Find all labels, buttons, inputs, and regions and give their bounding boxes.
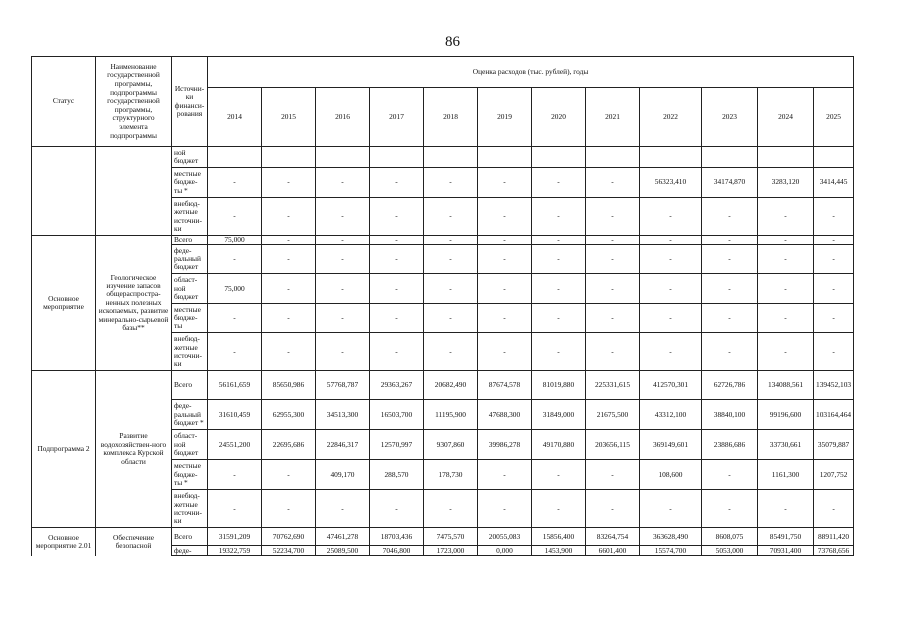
value-cell: 87674,578: [478, 371, 532, 400]
value-cell: -: [814, 198, 854, 236]
value-cell: -: [702, 198, 758, 236]
value-cell: -: [316, 304, 370, 333]
value-cell: -: [424, 490, 478, 528]
value-cell: 47461,278: [316, 528, 370, 546]
value-cell: 18703,436: [370, 528, 424, 546]
value-cell: [532, 147, 586, 168]
value-cell: -: [424, 274, 478, 304]
value-cell: 39986,278: [478, 430, 532, 460]
value-cell: 52234,700: [262, 546, 316, 556]
value-cell: -: [702, 333, 758, 371]
value-cell: 1207,752: [814, 460, 854, 490]
value-cell: 57768,787: [316, 371, 370, 400]
table-row: [32, 371, 854, 400]
value-cell: -: [262, 274, 316, 304]
year-header: 2023: [702, 88, 758, 147]
value-cell: -: [758, 245, 814, 274]
value-cell: -: [640, 333, 702, 371]
source-cell: Всего: [172, 236, 208, 245]
value-cell: -: [370, 168, 424, 198]
value-cell: 38840,100: [702, 400, 758, 430]
value-cell: 369149,601: [640, 430, 702, 460]
value-cell: 8608,075: [702, 528, 758, 546]
value-cell: -: [586, 274, 640, 304]
year-header: 2018: [424, 88, 478, 147]
value-cell: -: [424, 245, 478, 274]
value-cell: 21675,500: [586, 400, 640, 430]
value-cell: 363628,490: [640, 528, 702, 546]
value-cell: -: [640, 490, 702, 528]
value-cell: -: [262, 333, 316, 371]
value-cell: 75,000: [208, 274, 262, 304]
value-cell: -: [814, 333, 854, 371]
value-cell: -: [478, 460, 532, 490]
year-header: 2017: [370, 88, 424, 147]
name-cell: Геологическое изучение запасов общераспростра-ненных полезных ископаемых, развитие минерально-сырьевой базы**: [96, 236, 172, 371]
source-cell: област-ной бюджет: [172, 430, 208, 460]
value-cell: 70931,400: [758, 546, 814, 556]
value-cell: 33730,661: [758, 430, 814, 460]
value-cell: -: [532, 236, 586, 245]
value-cell: 1161,300: [758, 460, 814, 490]
source-cell: феде-ральный бюджет: [172, 245, 208, 274]
value-cell: -: [478, 168, 532, 198]
year-header: 2025: [814, 88, 854, 147]
value-cell: -: [478, 304, 532, 333]
value-cell: 31610,459: [208, 400, 262, 430]
year-header: 2024: [758, 88, 814, 147]
source-cell: Всего: [172, 528, 208, 546]
value-cell: -: [262, 236, 316, 245]
value-cell: -: [370, 333, 424, 371]
value-cell: -: [262, 198, 316, 236]
value-cell: 56323,410: [640, 168, 702, 198]
value-cell: 15574,700: [640, 546, 702, 556]
value-cell: -: [702, 236, 758, 245]
value-cell: -: [208, 490, 262, 528]
value-cell: 85650,986: [262, 371, 316, 400]
value-cell: 22695,686: [262, 430, 316, 460]
value-cell: -: [640, 236, 702, 245]
value-cell: -: [758, 236, 814, 245]
value-cell: -: [640, 245, 702, 274]
value-cell: -: [532, 274, 586, 304]
value-cell: -: [316, 490, 370, 528]
value-cell: 20682,490: [424, 371, 478, 400]
value-cell: -: [370, 198, 424, 236]
source-cell: местные бюдже-ты *: [172, 460, 208, 490]
value-cell: 0,000: [478, 546, 532, 556]
value-cell: -: [586, 198, 640, 236]
source-cell: област-ной бюджет: [172, 274, 208, 304]
value-cell: -: [532, 304, 586, 333]
source-cell: ной бюджет: [172, 147, 208, 168]
value-cell: -: [640, 198, 702, 236]
value-cell: -: [208, 304, 262, 333]
value-cell: -: [702, 245, 758, 274]
value-cell: -: [702, 490, 758, 528]
value-cell: -: [478, 245, 532, 274]
value-cell: -: [316, 274, 370, 304]
value-cell: -: [702, 274, 758, 304]
value-cell: [208, 147, 262, 168]
value-cell: -: [586, 304, 640, 333]
value-cell: 49170,880: [532, 430, 586, 460]
value-cell: -: [532, 490, 586, 528]
value-cell: 43312,100: [640, 400, 702, 430]
value-cell: -: [424, 304, 478, 333]
source-cell: внебюд-жетные источни-ки: [172, 490, 208, 528]
value-cell: -: [702, 460, 758, 490]
value-cell: [702, 147, 758, 168]
value-cell: 203656,115: [586, 430, 640, 460]
value-cell: 12570,997: [370, 430, 424, 460]
table-row: [32, 236, 854, 245]
source-cell: внебюд-жетные источни-ки: [172, 198, 208, 236]
value-cell: 56161,659: [208, 371, 262, 400]
value-cell: -: [640, 304, 702, 333]
year-header: 2020: [532, 88, 586, 147]
value-cell: -: [586, 490, 640, 528]
value-cell: 288,570: [370, 460, 424, 490]
value-cell: -: [262, 245, 316, 274]
value-cell: 22846,317: [316, 430, 370, 460]
year-header: 2021: [586, 88, 640, 147]
value-cell: [262, 147, 316, 168]
source-cell: местные бюдже-ты: [172, 304, 208, 333]
name-cell: Развитие водохозяйствен-ного комплекса Курской области: [96, 371, 172, 528]
year-header: 2022: [640, 88, 702, 147]
value-cell: [370, 147, 424, 168]
year-header: 2016: [316, 88, 370, 147]
value-cell: 83264,754: [586, 528, 640, 546]
value-cell: -: [586, 333, 640, 371]
value-cell: 34174,870: [702, 168, 758, 198]
value-cell: -: [814, 490, 854, 528]
value-cell: -: [424, 236, 478, 245]
value-cell: [478, 147, 532, 168]
value-cell: 5053,000: [702, 546, 758, 556]
value-cell: -: [316, 333, 370, 371]
value-cell: -: [814, 236, 854, 245]
budget-table: [31, 56, 854, 556]
value-cell: 225331,615: [586, 371, 640, 400]
header-status: Статус: [32, 57, 96, 147]
value-cell: 75,000: [208, 236, 262, 245]
value-cell: 134088,561: [758, 371, 814, 400]
value-cell: -: [478, 333, 532, 371]
value-cell: -: [532, 333, 586, 371]
value-cell: 25089,500: [316, 546, 370, 556]
value-cell: -: [758, 333, 814, 371]
value-cell: 99196,600: [758, 400, 814, 430]
value-cell: -: [532, 198, 586, 236]
value-cell: -: [478, 236, 532, 245]
value-cell: -: [208, 333, 262, 371]
value-cell: 412570,301: [640, 371, 702, 400]
value-cell: 70762,690: [262, 528, 316, 546]
value-cell: -: [758, 274, 814, 304]
value-cell: 19322,759: [208, 546, 262, 556]
value-cell: 15856,400: [532, 528, 586, 546]
year-header: 2015: [262, 88, 316, 147]
value-cell: -: [586, 236, 640, 245]
value-cell: -: [316, 168, 370, 198]
value-cell: -: [478, 198, 532, 236]
value-cell: -: [208, 198, 262, 236]
value-cell: -: [532, 245, 586, 274]
value-cell: -: [586, 460, 640, 490]
value-cell: -: [316, 236, 370, 245]
value-cell: -: [758, 490, 814, 528]
value-cell: 9307,860: [424, 430, 478, 460]
value-cell: 7475,570: [424, 528, 478, 546]
value-cell: -: [758, 304, 814, 333]
value-cell: 7046,800: [370, 546, 424, 556]
value-cell: -: [814, 274, 854, 304]
value-cell: -: [316, 245, 370, 274]
value-cell: -: [370, 490, 424, 528]
value-cell: [814, 147, 854, 168]
source-cell: внебюд-жетные источни-ки: [172, 333, 208, 371]
value-cell: 16503,700: [370, 400, 424, 430]
value-cell: 23886,686: [702, 430, 758, 460]
value-cell: 31591,209: [208, 528, 262, 546]
value-cell: 6601,400: [586, 546, 640, 556]
value-cell: -: [702, 304, 758, 333]
value-cell: 11195,900: [424, 400, 478, 430]
value-cell: -: [424, 333, 478, 371]
value-cell: -: [586, 168, 640, 198]
header-name: Наименование государственной программы, подпрограммы государственной программы, структурного элемента подпрограммы: [96, 57, 172, 147]
table-row: [32, 528, 854, 546]
value-cell: [424, 147, 478, 168]
value-cell: 29363,267: [370, 371, 424, 400]
value-cell: 3283,120: [758, 168, 814, 198]
year-header: 2019: [478, 88, 532, 147]
status-cell: Основное мероприятие: [32, 236, 96, 371]
value-cell: 409,170: [316, 460, 370, 490]
value-cell: -: [586, 245, 640, 274]
value-cell: -: [370, 304, 424, 333]
page-number: 86: [445, 34, 460, 50]
value-cell: -: [814, 304, 854, 333]
value-cell: -: [532, 460, 586, 490]
name-cell: [96, 147, 172, 236]
value-cell: 139452,103: [814, 371, 854, 400]
value-cell: 3414,445: [814, 168, 854, 198]
table-row: [32, 147, 854, 168]
value-cell: 47688,300: [478, 400, 532, 430]
value-cell: 1723,000: [424, 546, 478, 556]
value-cell: -: [532, 168, 586, 198]
value-cell: 85491,750: [758, 528, 814, 546]
value-cell: -: [478, 490, 532, 528]
status-cell: [32, 147, 96, 236]
value-cell: -: [262, 168, 316, 198]
value-cell: -: [262, 490, 316, 528]
value-cell: -: [424, 168, 478, 198]
status-cell: Подпрограмма 2: [32, 371, 96, 528]
value-cell: 35079,887: [814, 430, 854, 460]
source-cell: феде-ральный бюджет *: [172, 400, 208, 430]
value-cell: 178,730: [424, 460, 478, 490]
value-cell: 103164,464: [814, 400, 854, 430]
value-cell: -: [370, 236, 424, 245]
value-cell: -: [208, 168, 262, 198]
value-cell: 31849,000: [532, 400, 586, 430]
value-cell: -: [640, 274, 702, 304]
source-cell: местные бюдже-ты *: [172, 168, 208, 198]
value-cell: [316, 147, 370, 168]
value-cell: [758, 147, 814, 168]
value-cell: -: [262, 460, 316, 490]
header-source: Источни-ки финанси-рования: [172, 57, 208, 147]
value-cell: 62726,786: [702, 371, 758, 400]
value-cell: -: [758, 198, 814, 236]
value-cell: 108,600: [640, 460, 702, 490]
value-cell: 62955,300: [262, 400, 316, 430]
value-cell: [640, 147, 702, 168]
value-cell: [586, 147, 640, 168]
value-cell: -: [316, 198, 370, 236]
value-cell: 34513,300: [316, 400, 370, 430]
source-cell: феде-: [172, 546, 208, 556]
name-cell: Обеспечение безопасной: [96, 528, 172, 556]
value-cell: 81019,880: [532, 371, 586, 400]
value-cell: 73768,656: [814, 546, 854, 556]
value-cell: 88911,420: [814, 528, 854, 546]
value-cell: -: [424, 198, 478, 236]
value-cell: 24551,200: [208, 430, 262, 460]
value-cell: -: [208, 460, 262, 490]
header-estimate: Оценка расходов (тыс. рублей), годы: [208, 57, 854, 88]
value-cell: -: [262, 304, 316, 333]
value-cell: -: [370, 245, 424, 274]
source-cell: Всего: [172, 371, 208, 400]
value-cell: -: [814, 245, 854, 274]
year-header: 2014: [208, 88, 262, 147]
status-cell: Основное мероприятие 2.01: [32, 528, 96, 556]
value-cell: 20055,083: [478, 528, 532, 546]
value-cell: 1453,900: [532, 546, 586, 556]
value-cell: -: [478, 274, 532, 304]
value-cell: -: [370, 274, 424, 304]
value-cell: -: [208, 245, 262, 274]
